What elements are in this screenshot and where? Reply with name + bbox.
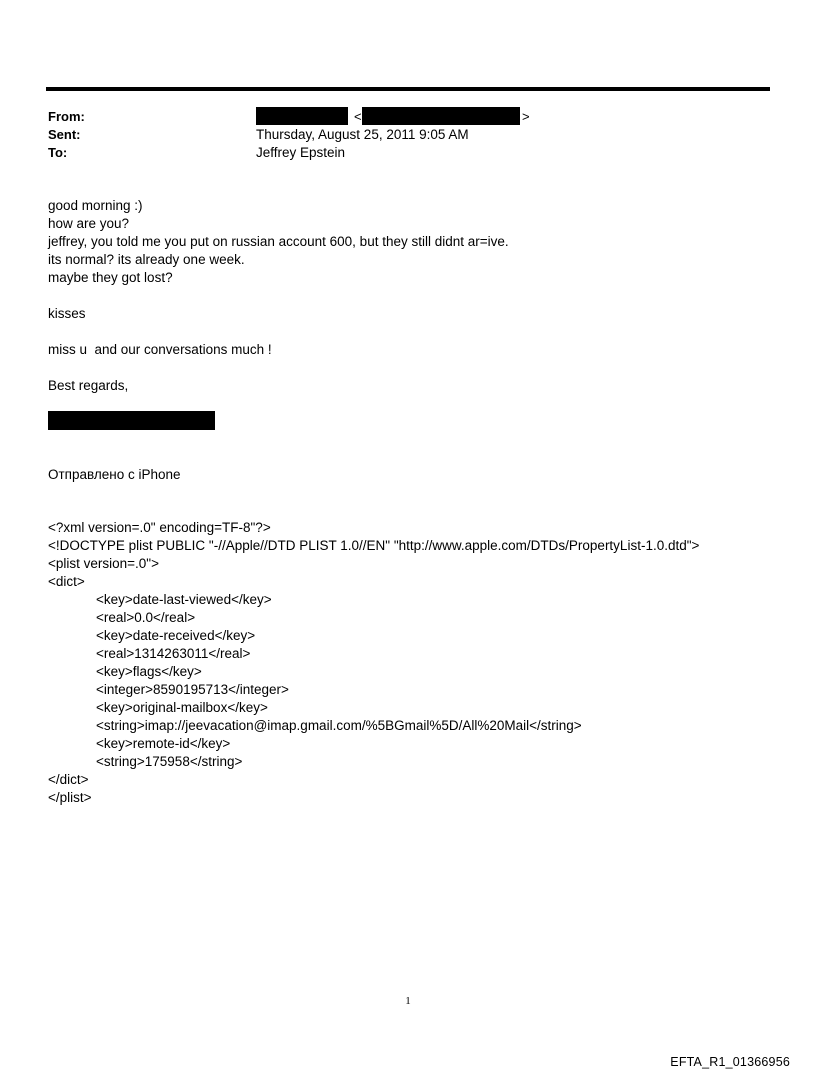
body-line: how are you? (48, 216, 130, 231)
to-label: To: (48, 145, 68, 160)
to-value: Jeffrey Epstein (256, 145, 346, 160)
xml-inner-line: <key>flags</key> (96, 664, 202, 679)
body-line: jeffrey, you told me you put on russian account 600, but they still didnt ar=ive. (48, 234, 509, 249)
signature-redaction (48, 411, 215, 430)
xml-inner-line: <key>date-received</key> (96, 628, 256, 643)
xml-line: </dict> (48, 772, 89, 787)
sent-label: Sent: (48, 127, 81, 142)
kisses-line: kisses (48, 306, 86, 321)
sent-value: Thursday, August 25, 2011 9:05 AM (256, 127, 469, 142)
body-line: good morning :) (48, 198, 143, 213)
xml-inner-line: <real>1314263011</real> (96, 646, 251, 661)
message-body (48, 197, 748, 395)
xml-inner-line: <string>175958</string> (96, 754, 243, 769)
xml-inner-line: <integer>8590195713</integer> (96, 682, 289, 697)
body-line: maybe they got lost? (48, 270, 173, 285)
from-email-redaction (362, 107, 520, 125)
from-close-angle: > (522, 109, 530, 124)
header-rule (46, 87, 770, 91)
document-id: EFTA_R1_01366956 (670, 1055, 790, 1069)
sent-from-iphone: Отправлено с iPhone (48, 467, 181, 482)
from-open-angle: < (354, 109, 362, 124)
body-line: its normal? its already one week. (48, 252, 245, 267)
xml-inner-line: <key>date-last-viewed</key> (96, 592, 272, 607)
xml-line: </plist> (48, 790, 92, 805)
xml-inner-line: <key>original-mailbox</key> (96, 700, 268, 715)
closing-line: Best regards, (48, 378, 129, 393)
page-number: 1 (405, 995, 411, 1007)
xml-inner-line: <key>remote-id</key> (96, 736, 231, 751)
xml-inner-line: <real>0.0</real> (96, 610, 196, 625)
xml-inner-line: <string>imap://jeevacation@imap.gmail.com/%5BGmail%5D/All%20Mail</string> (96, 718, 582, 733)
from-label: From: (48, 109, 85, 124)
xml-line: <dict> (48, 574, 85, 589)
xml-line: <!DOCTYPE plist PUBLIC "-//Apple//DTD PLIST 1.0//EN" "http://www.apple.com/DTDs/PropertyList-1.0.dtd"> (48, 538, 700, 553)
miss-line: miss u and our conversations much ! (48, 342, 272, 357)
from-name-redaction (256, 107, 348, 125)
plist-block (48, 519, 788, 807)
xml-line: <?xml version=.0" encoding=TF-8"?> (48, 520, 271, 535)
xml-line: <plist version=.0"> (48, 556, 159, 571)
